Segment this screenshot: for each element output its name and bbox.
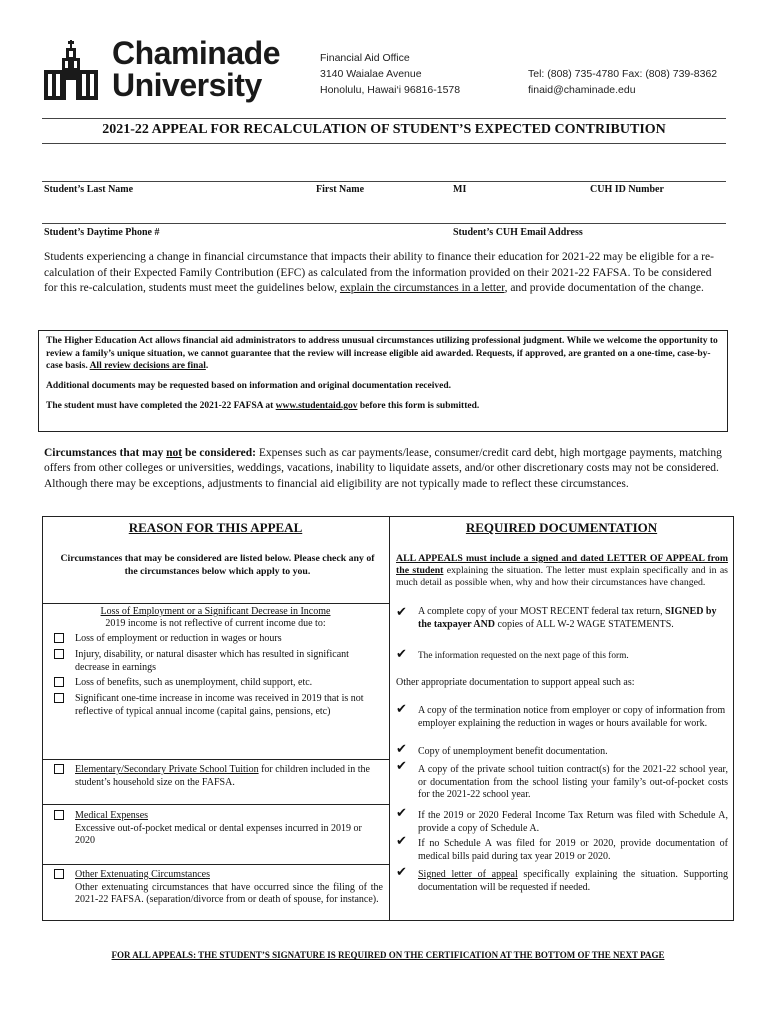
logo-text-chaminade: Chaminade [112,35,280,71]
notice-final: All review decisions are final [89,361,206,371]
not-considered-paragraph [44,446,724,492]
not-considered-not: not [166,447,183,459]
not-considered-label-b: be considered: [184,447,257,459]
intro-paragraph [44,250,726,297]
doc-tuition-contract: A copy of the private school tuition contract(s) for the 2021-22 school year, or documentation from the school listing your family’s out-of-pocket costs for the 2021-22 school year. [418,764,728,800]
checkmark-icon: ✔ [396,834,407,849]
office-contact [528,66,717,98]
tel-fax: Tel: (808) 735-4780 Fax: (808) 739-8362 [528,68,718,80]
logo-text-university: University [112,67,262,103]
office-address [320,50,460,98]
reason-header: REASON FOR THIS APPEAL [128,520,303,535]
page-title: 2021-22 APPEAL FOR RECALCULATION OF STUDENT’S EXPECTED CONTRIBUTION [102,122,666,137]
notice-paragraph-2: Additional documents may be requested based on information and original documentation received. [46,380,452,391]
employment-item-4: Significant one-time increase in income was received in 2019 that is not reflective of typical annual income (capital gains, pensions, etc) [75,693,364,717]
doc-tax-return-a: A complete copy of your MOST RECENT federal tax return, [418,606,663,617]
other-rest: Other extenuating circumstances that have occurred since the filing of the 2021-22 FAFSA. (separation/divorce from or death of spouse, for instance). [75,881,383,905]
not-considered-text: Expenses such as car payments/lease, consumer/credit card debt, high mortgage payments, matching offers from other colleges or universities, weddings, vacations, inability to liquidate assets, and/or other discretionary costs may not be considered. Although there may be exceptions, adjustments to financial aid eligibility are not typically made to reflect these circumstances. [44,447,722,490]
phone-line[interactable] [42,223,726,224]
checkmark-icon: ✔ [396,702,407,717]
notice-text-1: The Higher Education Act allows financial aid administrators to address unusual circumstances utilizing professional judgment. While we welcome the opportunity to review a family’s unique situation, we cannot guarantee that the review will increase eligible aid awarded. Requests, if approved, are granted on a one-time, case-by-case basis. [46,336,718,371]
doc-signed-letter [418,869,728,894]
title-rule-top [42,118,726,119]
checkmark-icon: ✔ [396,759,407,774]
tuition-title: Elementary/Secondary Private School Tuition [75,764,259,775]
not-considered-label-a: Circumstances that may [44,447,164,459]
other-docs-label: Other appropriate documentation to support appeal such as: [396,677,635,688]
doc-medical-bills: If no Schedule A was filed for 2019 or 2020, provide documentation of medical bills paid during tax year 2019 or 2020. [418,838,728,862]
office-street: 3140 Waialae Avenue [320,68,422,80]
employment-subtitle: 2019 income is not reflective of current income due to: [105,618,326,629]
notice-paragraph-1: The Higher Education Act allows financial aid administrators to address unusual circumstances utilizing professional judgment. While we welcome the opportunity to review a family’s unique situation, we cannot guarantee that the review will increase eligible aid awarded. Requests, if approved, are granted on a one-time, case-by-case basis. All review decisions are final. [46,336,718,371]
last-name-label: Student’s Last Name [44,184,134,195]
checkbox-one-time-income[interactable] [54,693,64,703]
chapel-logo-icon [40,40,102,102]
signature-notice: FOR ALL APPEALS: THE STUDENT’S SIGNATURE IS REQUIRED ON THE CERTIFICATION AT THE BOTTOM OF THE NEXT PAGE [111,950,665,960]
checkbox-injury[interactable] [54,649,64,659]
title-rule-bottom [42,143,726,144]
name-line[interactable] [42,181,726,182]
row-sep-4 [42,864,389,865]
first-name-label: First Name [316,184,365,195]
checkbox-medical[interactable] [54,810,64,820]
intro-letter-link: explain the circumstances in a letter [339,282,505,294]
doc-next-page: The information requested on the next page of this form. [418,651,629,661]
cuh-id-label: CUH ID Number [590,184,664,195]
notice-text-3a: The student must have completed the 2021-22 FAFSA at [46,401,274,411]
studentaid-link[interactable]: www.studentaid.gov [275,401,358,411]
office-email: finaid@chaminade.edu [528,84,636,96]
documentation-header: REQUIRED DOCUMENTATION [465,520,658,535]
checkbox-loss-of-benefits[interactable] [54,677,64,687]
reason-intro: Circumstances that may be considered are listed below. Please check any of the circumstances below which apply to you. [60,553,375,577]
medical-title: Medical Expenses [75,810,149,821]
other-text [75,869,383,907]
notice-box [38,330,728,432]
office-city: Honolulu, Hawai‘i 96816-1578 [320,84,461,96]
checkmark-icon: ✔ [396,605,407,620]
signed-letter-rest: specifically explaining the situation. Supporting documentation will be requested if needed. [418,869,728,893]
documentation-intro [396,553,728,589]
employment-item-2: Injury, disability, or natural disaster which has resulted in significant decrease in earnings [75,649,349,673]
mi-label: MI [453,184,467,195]
row-sep-3 [42,804,389,805]
other-title: Other Extenuating Circumstances [75,869,210,880]
checkbox-other[interactable] [54,869,64,879]
employment-item-3: Loss of benefits, such as unemployment, child support, etc. [75,677,313,688]
doc-tax-return-c: copies of ALL W-2 WAGE STATEMENTS. [495,618,674,630]
letter-requirement: ALL APPEALS must include a signed and dated LETTER OF APPEAL from the student [396,553,728,576]
checkbox-job-loss[interactable] [54,633,64,643]
office-name: Financial Aid Office [320,52,410,64]
row-sep-2 [42,759,389,760]
checkmark-icon: ✔ [396,865,407,880]
notice-paragraph-3 [46,400,720,413]
medical-rest: Excessive out-of-pocket medical or dental expenses incurred in 2019 or 2020 [75,822,362,846]
checkmark-icon: ✔ [396,647,407,662]
phone-label: Student’s Daytime Phone # [44,227,160,238]
checkmark-icon: ✔ [396,806,407,821]
employment-item-1: Loss of employment or reduction in wages or hours [75,633,282,644]
notice-text-3b: before this form is submitted. [359,401,480,411]
doc-termination-notice: A copy of the termination notice from employer or copy of information from employer explaining the reduction in wages or hours available for work. [418,705,726,729]
doc-unemployment: Copy of unemployment benefit documentation. [418,746,608,757]
letter-requirement-rest: explaining the situation. The letter must explain specifically and in as much detail as possible when, why and how their circumstances have changed. [396,565,728,588]
checkbox-private-tuition[interactable] [54,764,64,774]
tuition-text [75,764,383,789]
doc-schedule-a: If the 2019 or 2020 Federal Income Tax Return was filed with Schedule A, provide a copy of Schedule A. [418,810,728,834]
doc-tax-return [418,606,728,631]
tuition-rest: for children included in the student’s household size on the FAFSA. [75,764,370,788]
signed-letter-link: Signed letter of appeal [418,869,518,880]
email-label: Student’s CUH Email Address [453,227,583,238]
row-sep-1 [42,603,389,604]
checkmark-icon: ✔ [396,742,407,757]
intro-end: , and provide documentation of the change. [504,282,704,294]
intro-text: Students experiencing a change in financial circumstance that impacts their ability to finance their education for 2021-22 may be eligible for a re-calculation of their Expected Family Contribution (EFC) as calculated from the information provided on their 2021-22 FAFSA. To be considered for this re-calculation, students must meet the guidelines below, [44,251,714,294]
university-logo [40,35,300,103]
table-divider [389,516,390,921]
medical-text [75,810,375,848]
employment-title: Loss of Employment or a Significant Decrease in Income [100,606,331,617]
doc-tax-return-b: SIGNED by the taxpayer AND [418,606,717,630]
